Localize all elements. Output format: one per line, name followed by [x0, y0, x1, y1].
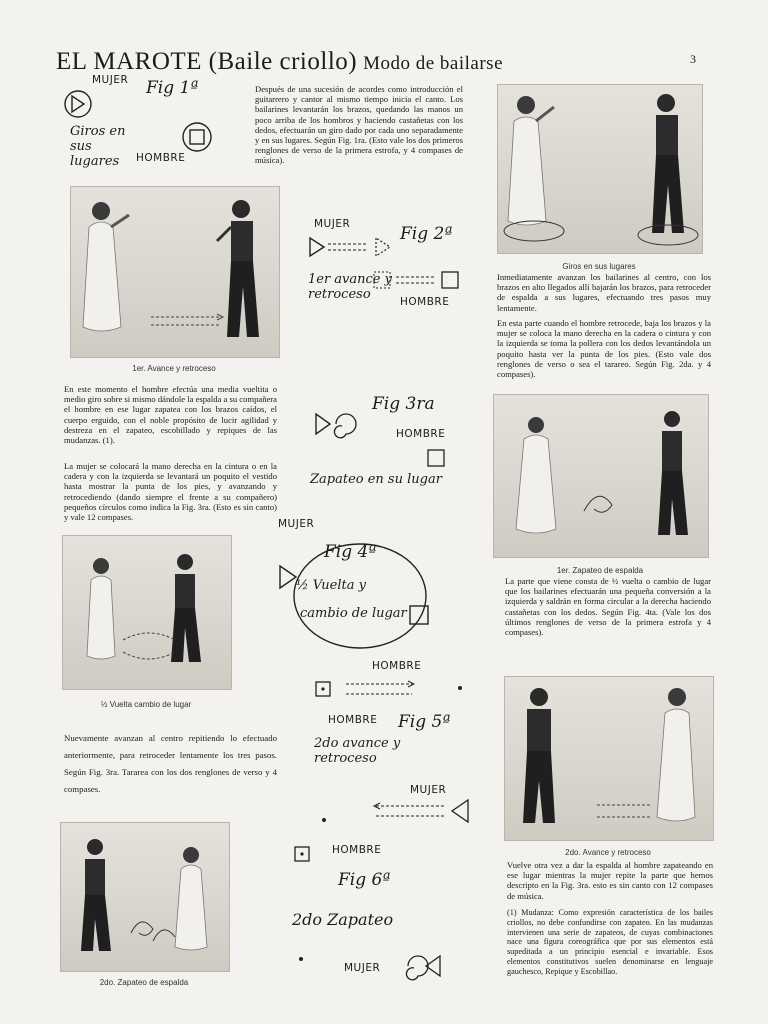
photo-segundo-zapateo — [60, 822, 230, 972]
right-paragraph-4: Vuelve otra vez a dar la espalda al hombre zapateando en ese lugar mientras la mujer repite la parte que hemos descripto en la Fig. 3ra. esto es sin canto con 12 compases de música. — [507, 860, 713, 901]
fig2-mujer-label: MUJER — [314, 218, 351, 230]
fig5-label: Fig 5ª — [398, 712, 451, 732]
fig2-woman-path — [306, 232, 402, 262]
photo-segundo-avance — [504, 676, 714, 841]
fig3-woman-spiral — [312, 408, 358, 442]
photo-primer-zapateo — [493, 394, 709, 558]
right-paragraph-2: En esta parte cuando el hombre retrocede, baja los brazos y la mujer se coloca la mano derecha en la cadera o cintura y con la izquierda se toma la pollera con los dedos levantándola un poquito hasta ver la punta de los pies. (Esto vale dos renglones de verso o sea el tarareo. Según Fig. 2da. y 4 compases). — [497, 318, 711, 380]
dancers-illustration — [71, 187, 279, 357]
fig4-hombre-label: HOMBRE — [372, 660, 422, 672]
man-circle-symbol — [180, 120, 214, 154]
left-paragraph-2: La mujer se colocará la mano derecha en la cintura o en la cadera y con la izquierda se levantará un poquito el vestido hasta mostrar la punta de los pies, y avanzando y retrocediendo (dando siempre el frente a su compañero) pequeños círculos como indica la Fig. 3ra. (Esto es sin canto) y vale 12 compases. — [64, 461, 277, 523]
caption-photo6: 2do. Avance y retroceso — [565, 848, 651, 857]
fig4-text1: ½ Vuelta y — [296, 578, 366, 593]
fig2-label: Fig 2ª — [400, 224, 453, 244]
fig4-label: Fig 4ª — [324, 542, 377, 562]
photo-giros — [497, 84, 703, 254]
fig1-hombre-label: HOMBRE — [136, 152, 186, 164]
fig3-man-square — [426, 448, 446, 468]
fig5-mujer-label: MUJER — [410, 784, 447, 796]
fig5-text: 2do avance y retroceso — [314, 736, 401, 766]
caption-photo2: ½ Vuelta cambio de lugar — [100, 700, 192, 709]
fig2-diagram — [304, 214, 474, 334]
fig5-hombre-label: HOMBRE — [328, 714, 378, 726]
fig6-mujer-label: MUJER — [344, 962, 381, 974]
woman-circle-symbol — [62, 88, 94, 120]
left-paragraph-3: Nuevamente avanzan al centro repitiendo lo efectuado anteriormente, para retroceder lentamente los tres pasos. Según Fig. 3ra. Tararea con los dos renglones de verso y 4 compases. — [64, 733, 277, 794]
fig6-text: 2do Zapateo — [292, 910, 394, 929]
title-subtitle: Modo de bailarse — [363, 53, 503, 74]
fig6-hombre-label: HOMBRE — [332, 844, 382, 856]
fig3-diagram — [308, 392, 478, 502]
fig3-label: Fig 3ra — [372, 394, 435, 414]
fig6-dot — [296, 954, 306, 964]
photo-media-vuelta — [62, 535, 232, 690]
fig1-mujer-label: MUJER — [92, 74, 129, 86]
fig3-text: Zapateo en su lugar — [310, 472, 442, 487]
caption-photo4: Giros en sus lugares — [562, 262, 636, 271]
fig5-woman-path — [316, 796, 482, 832]
fig5-man-path — [312, 676, 482, 716]
fig3-hombre-label: HOMBRE — [396, 428, 446, 440]
caption-photo1: 1er. Avance y retroceso — [132, 364, 216, 373]
fig6-diagram — [292, 842, 472, 992]
fig6-woman-spiral — [392, 950, 446, 984]
fig1-diagram — [60, 70, 230, 180]
caption-photo3: 2do. Zapateo de espalda — [99, 978, 189, 987]
left-paragraph-1: En este momento el hombre efectúa una media vueltita o medio giro sobre si mismo dándole la espalda a su compañera el hombre en ese lugar zapatea con los brazos caídos, el cuerpo erguido, con el noble propósito de lucir agilidad y destreza en el zapateo, escobillado y repiques de las mudanzas. (1). — [64, 384, 277, 446]
fig1-label: Fig 1ª — [146, 78, 199, 98]
fig2-hombre-label: HOMBRE — [400, 296, 450, 308]
fig2-text: 1er avance y retroceso — [308, 272, 392, 302]
page-number: 3 — [690, 52, 696, 66]
fig4-diagram — [276, 536, 446, 656]
fig4-text2: cambio de lugar — [300, 606, 407, 621]
footnote: (1) Mudanza: Como expresión característica de los bailes criollos, no debe confundirse con zapateo. En las mudanzas intervienen una serie de zapateos, de cuyas combinaciones nace una figura coreográfica que por sus elementos está supeditada a un principio esencial e invariable. Esos elementos constitutivos suelen denominarse en lenguaje gauchesco, Repique y Escobillao. — [507, 908, 713, 976]
photo-avance-retroceso — [70, 186, 280, 358]
title-main: EL MAROTE (Baile criollo) — [56, 48, 358, 75]
fig6-label: Fig 6ª — [338, 870, 391, 890]
caption-photo5: 1er. Zapateo de espalda — [556, 566, 644, 575]
right-paragraph-1: Inmediatamente avanzan los bailarines al centro, con los brazos en alto llegados allí bajarán los brazos, para retroceder de espalda a sus lugares, efectuando tres pasos muy lentamente. — [497, 272, 711, 313]
fig1-text: Giros en sus lugares — [70, 124, 126, 169]
right-paragraph-3: La parte que viene consta de ½ vuelta o cambio de lugar que los bailarines efectuarán una pequeña conversión a la izquierda y saldrán en forma circular a la derecha haciendo castañetas con los dedos. Según Fig. 4ta. (Vale los dos últimos renglones de verso de la primera estrofa y 4 compases). — [505, 576, 711, 638]
fig5-diagram — [306, 676, 482, 836]
fig4-mujer-label: MUJER — [278, 518, 315, 530]
intro-paragraph: Después de una sucesión de acordes como introducción el guitarrero y cantor al mismo tiempo inicia el canto. Los bailarines levantarán los brazos, quedando las manos un poco arriba de los hombros y haciendo castañetas con los dedos, efectuarán un giro dado por cada uno separadamente y en sus lugares. Según Fig. 1ra. (Esto vale los dos primeros renglones de verso de la primera estrofa, y 4 compases de música). — [255, 84, 463, 166]
fig6-man-square — [292, 844, 314, 866]
